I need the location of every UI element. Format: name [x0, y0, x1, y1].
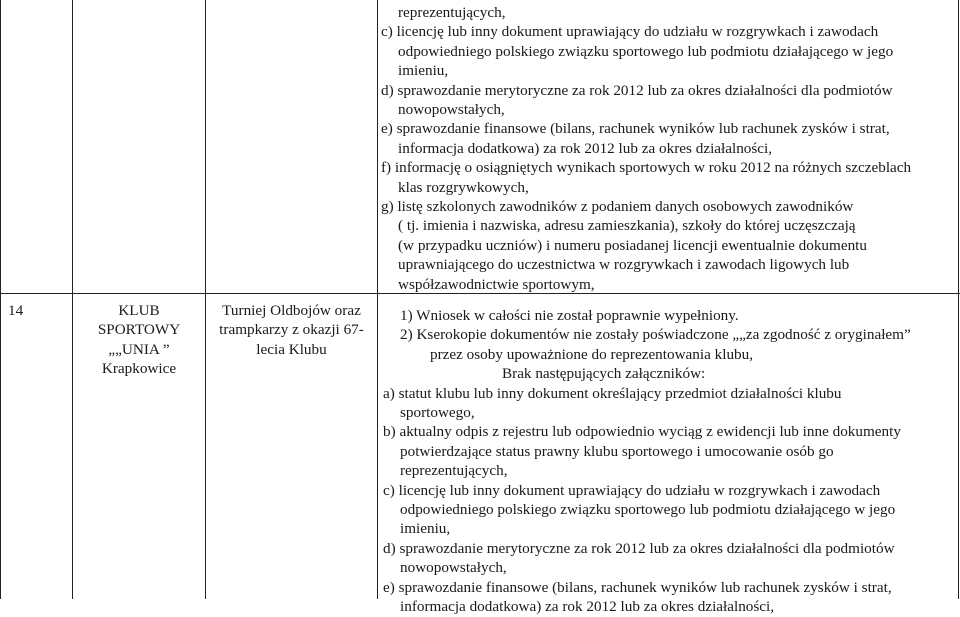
top-list-line: uprawniającego do uczestnictwa w rozgrywkach i zawodach ligowych lub [398, 256, 850, 274]
notes-line: d) sprawozdanie merytoryczne za rok 2012 lub za okres działalności dla podmiotów [383, 539, 895, 557]
notes-line: imieniu, [400, 520, 451, 538]
top-list-line: klas rozgrywkowych, [398, 178, 529, 196]
top-list-line: f) informację o osiągniętych wynikach sportowych w roku 2012 na różnych szczeblach [381, 159, 912, 177]
top-list-line: reprezentujących, [398, 4, 506, 21]
notes-line: 1) Wniosek w całości nie został poprawnie wypełniony. [400, 307, 739, 324]
top-list-line: imieniu, [398, 62, 449, 80]
top-list-line: nowopowstałych, [398, 101, 505, 119]
club-name [73, 301, 205, 379]
club-name-line: SPORTOWY [97, 321, 181, 339]
notes-line: 2) Kserokopie dokumentów nie zostały poświadczone „„za zgodność z oryginałem” [400, 326, 911, 344]
notes-line: nowopowstałych, [400, 559, 507, 577]
notes-line: Brak następujących załączników: [502, 365, 706, 383]
notes-line: reprezentujących, [400, 462, 508, 480]
top-list-line: (w przypadku uczniów) i numeru posiadanej licencji ewentualnie dokumentu [398, 236, 867, 254]
notes-list [383, 306, 956, 617]
top-list-line: g) listę szkolonych zawodników z podaniem danych osobowych zawodników [381, 198, 854, 216]
notes-line: potwierdzające status prawny klubu sportowego i umocowanie osób go [400, 442, 834, 460]
notes-line: przez osoby upoważnione do reprezentowania klubu, [430, 345, 754, 363]
top-list-line: współzawodnictwie sportowym, [398, 275, 595, 293]
notes-line: a) statut klubu lub inny dokument określający przedmiot działalności klubu [383, 384, 842, 402]
notes-line: odpowiedniego polskiego związku sportowego lub podmiotu działającego w jego [400, 501, 896, 519]
top-list-line: informacja dodatkowa) za rok 2012 lub za okres działalności, [398, 139, 773, 157]
table-border-left [0, 0, 1, 599]
club-name-line: „„UNIA ” [108, 340, 170, 358]
notes-line: e) sprawozdanie finansowe (bilans, rachunek wyników lub rachunek zysków i strat, [383, 578, 892, 596]
task-name-line: trampkarzy z okazji 67- [219, 321, 364, 339]
column-divider-2 [205, 0, 206, 599]
notes-line: b) aktualny odpis z rejestru lub odpowiednio wyciąg z ewidencji lub inne dokumenty [383, 423, 901, 441]
notes-line: c) licencję lub inny dokument uprawiający do udziału w rozgrywkach i zawodach [383, 481, 881, 499]
top-list-line: c) licencję lub inny dokument uprawiający do udziału w rozgrywkach i zawodach [381, 23, 879, 41]
top-list-line: d) sprawozdanie merytoryczne za rok 2012 lub za okres działalności dla podmiotów [381, 81, 893, 99]
notes-line: informacja dodatkowa) za rok 2012 lub za okres działalności, [400, 598, 775, 616]
top-list-line: e) sprawozdanie finansowe (bilans, rachunek wyników lub rachunek zysków i strat, [381, 120, 890, 138]
club-name-line: KLUB [118, 302, 160, 319]
top-list-line: ( tj. imienia i nazwiska, adresu zamieszkania), szkoły do której uczęszczają [398, 217, 856, 235]
task-name [206, 301, 377, 359]
column-divider-3 [377, 0, 378, 599]
notes-line: sportowego, [400, 404, 475, 422]
club-name-line: Krapkowice [101, 360, 177, 378]
row-number: 14 [8, 302, 24, 319]
top-attachments-list [381, 3, 956, 294]
column-divider-1 [72, 0, 73, 599]
task-name-line: lecia Klubu [256, 340, 327, 358]
table-border-right [958, 0, 959, 599]
top-list-line: odpowiedniego polskiego związku sportowego lub podmiotu działającego w jego [398, 42, 894, 60]
task-name-line: Turniej Oldbojów oraz [222, 302, 361, 319]
